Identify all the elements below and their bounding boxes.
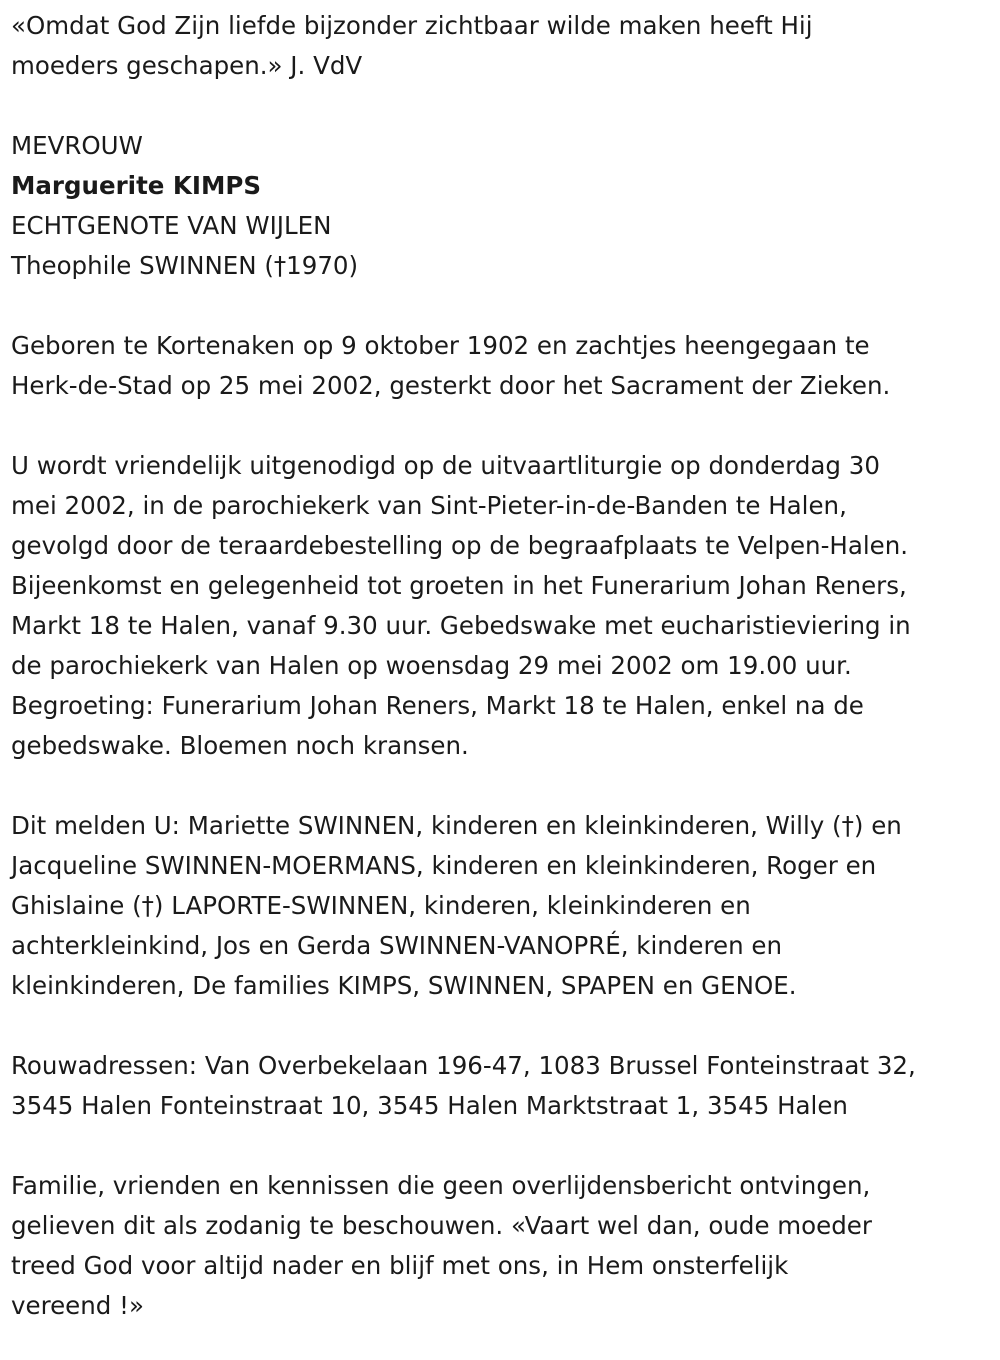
spacer — [11, 406, 990, 446]
family-line: Dit melden U: Mariette SWINNEN, kinderen en kleinkinderen, Willy (†) en — [11, 811, 902, 840]
quote-line: «Omdat God Zijn liefde bijzonder zichtbaar wilde maken heeft Hij — [11, 11, 813, 40]
family-section — [11, 806, 990, 1006]
funeral-line: de parochiekerk van Halen op woensdag 29 mei 2002 om 19.00 uur. — [11, 651, 852, 680]
funeral-line: gebedswake. Bloemen noch kransen. — [11, 731, 469, 760]
birth-line: Geboren te Kortenaken op 9 oktober 1902 en zachtjes heengegaan te — [11, 331, 870, 360]
address-line: Rouwadressen: Van Overbekelaan 196-47, 1083 Brussel Fonteinstraat 32, — [11, 1051, 916, 1080]
family-line: Jacqueline SWINNEN-MOERMANS, kinderen en kleinkinderen, Roger en — [11, 851, 877, 880]
funeral-line: Bijeenkomst en gelegenheid tot groeten in het Funerarium Johan Reners, — [11, 571, 907, 600]
spouse-name: Theophile SWINNEN (†1970) — [11, 251, 359, 280]
spacer — [11, 1126, 990, 1166]
quote-line: moeders geschapen.» J. VdV — [11, 51, 363, 80]
addresses-section — [11, 1046, 990, 1126]
closing-line: gelieven dit als zodanig te beschouwen. «Vaart wel dan, oude moeder — [11, 1211, 872, 1240]
funeral-line: gevolgd door de teraardebestelling op de begraafplaats te Velpen-Halen. — [11, 531, 909, 560]
funeral-line: U wordt vriendelijk uitgenodigd op de uitvaartliturgie op donderdag 30 — [11, 451, 880, 480]
spacer — [11, 286, 990, 326]
closing-section — [11, 1166, 990, 1326]
deceased-name: Marguerite KIMPS — [11, 171, 262, 200]
family-line: Ghislaine (†) LAPORTE-SWINNEN, kinderen, kleinkinderen en — [11, 891, 751, 920]
honorific-title: MEVROUW — [11, 131, 143, 160]
spacer — [11, 1006, 990, 1046]
relation-label: ECHTGENOTE VAN WIJLEN — [11, 211, 332, 240]
family-line: achterkleinkind, Jos en Gerda SWINNEN-VANOPRÉ, kinderen en — [11, 931, 782, 960]
birth-line: Herk-de-Stad op 25 mei 2002, gesterkt door het Sacrament der Zieken. — [11, 371, 891, 400]
address-line: 3545 Halen Fonteinstraat 10, 3545 Halen Marktstraat 1, 3545 Halen — [11, 1091, 848, 1120]
closing-line: Familie, vrienden en kennissen die geen overlijdensbericht ontvingen, — [11, 1171, 871, 1200]
closing-line: vereend !» — [11, 1291, 144, 1320]
header-section — [11, 126, 990, 286]
closing-line: treed God voor altijd nader en blijf met ons, in Hem onsterfelijk — [11, 1251, 789, 1280]
quote-section — [11, 6, 990, 86]
family-line: kleinkinderen, De families KIMPS, SWINNEN, SPAPEN en GENOE. — [11, 971, 797, 1000]
spacer — [11, 86, 990, 126]
funeral-line: Markt 18 te Halen, vanaf 9.30 uur. Gebedswake met eucharistieviering in — [11, 611, 911, 640]
funeral-line: mei 2002, in de parochiekerk van Sint-Pieter-in-de-Banden te Halen, — [11, 491, 847, 520]
funeral-section — [11, 446, 990, 766]
funeral-line: Begroeting: Funerarium Johan Reners, Markt 18 te Halen, enkel na de — [11, 691, 864, 720]
birth-section — [11, 326, 990, 406]
spacer — [11, 766, 990, 806]
